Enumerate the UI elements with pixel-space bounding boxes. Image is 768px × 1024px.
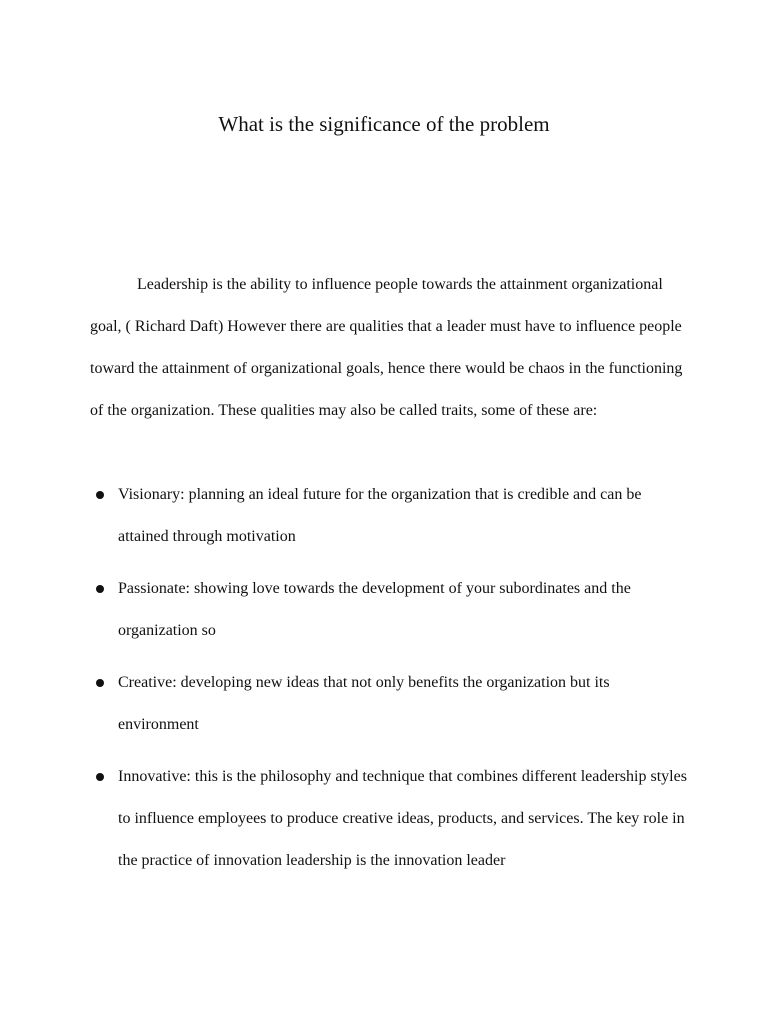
bullet-icon — [96, 585, 104, 593]
list-item — [90, 756, 690, 882]
page-title: What is the significance of the problem — [218, 112, 550, 136]
bullet-icon — [96, 773, 104, 781]
list-item — [90, 474, 690, 558]
list-item — [90, 568, 690, 652]
intro-paragraph: Leadership is the ability to influence people towards the attainment organizational goal, ( Richard Daft) However there are qualities that a leader must have to influence people toward the attainment of organizational goals, hence there would be chaos in the functioning of the organization. These qualities may also be called traits, some of these are: — [90, 276, 683, 419]
traits-list — [90, 474, 690, 892]
bullet-icon — [96, 679, 104, 687]
list-item-text: Creative: developing new ideas that not only benefits the organization but its environment — [118, 674, 610, 733]
list-item-text: Visionary: planning an ideal future for the organization that is credible and can be attained through motivation — [118, 486, 642, 545]
list-item-text: Passionate: showing love towards the development of your subordinates and the organization so — [118, 580, 631, 639]
list-item-text: Innovative: this is the philosophy and technique that combines different leadership styles to influence employees to produce creative ideas, products, and services. The key role in the practice of innovation leadership is the innovation leader — [118, 768, 687, 869]
list-item — [90, 662, 690, 746]
bullet-icon — [96, 491, 104, 499]
